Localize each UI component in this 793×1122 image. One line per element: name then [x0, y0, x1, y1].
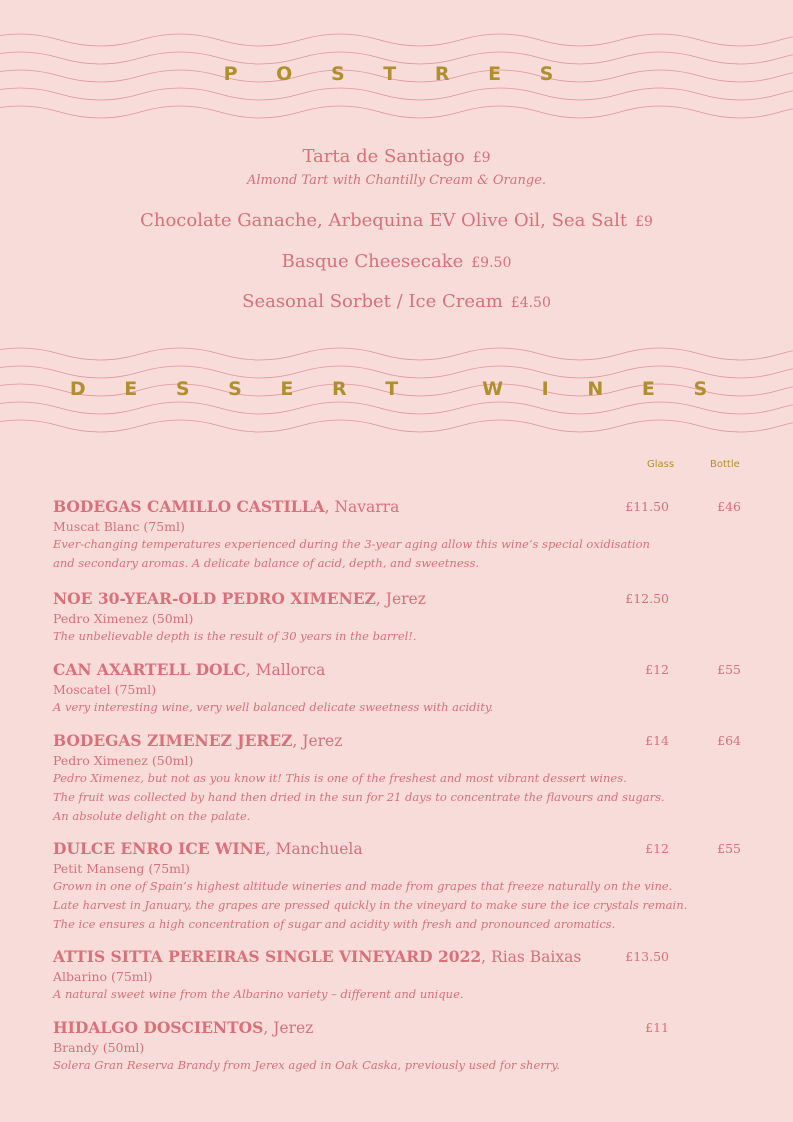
wine-producer: CAN AXARTELL DOLC: [53, 660, 246, 679]
wine-grape: Pedro Ximenez (50ml): [53, 611, 194, 626]
glass-column-header: Glass: [647, 459, 675, 470]
wine-bottle-price: £46: [717, 499, 741, 514]
wine-region: , Jerez: [292, 732, 343, 750]
wine-glass-price: £11: [645, 1020, 669, 1035]
postres-header-band: [0, 30, 793, 120]
bottle-column-header: Bottle: [710, 459, 740, 470]
postres-title: P O S T R E S: [223, 63, 570, 85]
wine-producer: NOE 30-YEAR-OLD PEDRO XIMENEZ: [53, 589, 376, 608]
wine-region: , Mallorca: [245, 661, 326, 679]
wine-glass-price: £12: [645, 841, 669, 856]
dessert-price: £9: [472, 150, 491, 166]
wine-grape: Pedro Ximenez (50ml): [53, 753, 194, 768]
wine-glass-price: £11.50: [625, 499, 669, 514]
dessert-price: £4.50: [510, 295, 551, 311]
wine-region: , Jerez: [263, 1019, 314, 1037]
wine-item: [53, 589, 743, 646]
wine-description-line: The ice ensures a high concentration of sugar and acidity with fresh and pronounced aromatics.: [53, 917, 616, 931]
wine-description-line: Late harvest in January, the grapes are pressed quickly in the vineyard to make sure the ice crystals remain.: [53, 898, 688, 912]
dessert-name: Seasonal Sorbet / Ice Cream: [242, 291, 503, 312]
wine-glass-price: £13.50: [625, 949, 669, 964]
dessert-item: [0, 146, 793, 167]
wine-description-line: The unbelievable depth is the result of 30 years in the barrel!.: [53, 629, 417, 643]
wine-description: [53, 698, 743, 717]
dessert-name: Basque Cheesecake: [281, 251, 464, 272]
wine-description-line: A very interesting wine, very well balanced delicate sweetness with acidity.: [53, 700, 494, 714]
wine-glass-price: £14: [645, 733, 669, 748]
wine-region: , Navarra: [324, 498, 400, 516]
wine-item: [53, 947, 743, 1004]
wine-description: [53, 535, 743, 573]
dessert-price: £9.50: [471, 255, 512, 271]
dessert-price: £9: [635, 214, 653, 230]
wine-grape: Petit Manseng (75ml): [53, 861, 190, 876]
wine-description-line: Solera Gran Reserva Brandy from Jerex aged in Oak Caska, previously used for sherry.: [53, 1058, 560, 1072]
wine-grape: Albarino (75ml): [53, 969, 153, 984]
wine-description-line: The fruit was collected by hand then dried in the sun for 21 days to concentrate the flavours and sugars.: [53, 790, 665, 804]
wine-region: , Manchuela: [265, 840, 363, 858]
wine-region: , Jerez: [375, 590, 426, 608]
wine-description: [53, 877, 743, 934]
wine-bottle-price: £55: [717, 841, 741, 856]
wines-title: D E S S E R T W I N E S: [69, 378, 724, 400]
wine-glass-price: £12.50: [625, 591, 669, 606]
wine-description-line: Ever-changing temperatures experienced during the 3-year aging allow this wine’s special oxidisation: [53, 537, 650, 551]
wine-description-line: An absolute delight on the palate.: [53, 809, 251, 823]
wine-description: [53, 627, 743, 646]
wine-producer: DULCE ENRO ICE WINE: [53, 839, 266, 858]
wine-description: [53, 769, 743, 826]
wine-item: [53, 839, 743, 934]
dessert-description: Almond Tart with Chantilly Cream & Orange.: [246, 173, 547, 188]
wine-grape: Moscatel (75ml): [53, 682, 157, 697]
dessert-item: [0, 210, 793, 231]
wine-description-line: and secondary aromas. A delicate balance of acid, depth, and sweetness.: [53, 556, 480, 570]
wine-description: [53, 985, 743, 1004]
wine-bottle-price: £64: [717, 733, 741, 748]
dessert-item: [0, 251, 793, 272]
wine-grape: Brandy (50ml): [53, 1040, 145, 1055]
wine-producer: BODEGAS ZIMENEZ JEREZ: [53, 731, 293, 750]
wine-producer: HIDALGO DOSCIENTOS: [53, 1018, 264, 1037]
dessert-item: [0, 291, 793, 312]
wine-producer: ATTIS SITTA PEREIRAS SINGLE VINEYARD 2022: [53, 947, 482, 966]
wine-grape: Muscat Blanc (75ml): [53, 519, 185, 534]
wine-description: [53, 1056, 743, 1075]
wines-header-band: [0, 344, 793, 434]
wine-description-line: Grown in one of Spain’s highest altitude wineries and made from grapes that freeze naturally on the vine.: [53, 879, 673, 893]
wine-glass-price: £12: [645, 662, 669, 677]
wine-bottle-price: £55: [717, 662, 741, 677]
wine-item: [53, 660, 743, 717]
dessert-name: Tarta de Santiago: [302, 146, 465, 167]
wine-producer: BODEGAS CAMILLO CASTILLA: [53, 497, 325, 516]
wine-item: [53, 1018, 743, 1075]
wine-item: [53, 497, 743, 573]
wine-description-line: A natural sweet wine from the Albarino variety – different and unique.: [53, 987, 464, 1001]
dessert-name: Chocolate Ganache, Arbequina EV Olive Oil, Sea Salt: [140, 210, 628, 231]
wine-description-line: Pedro Ximenez, but not as you know it! This is one of the freshest and most vibrant dessert wines.: [53, 771, 627, 785]
wine-item: [53, 731, 743, 826]
wine-region: , Rias Baixas: [481, 948, 582, 966]
